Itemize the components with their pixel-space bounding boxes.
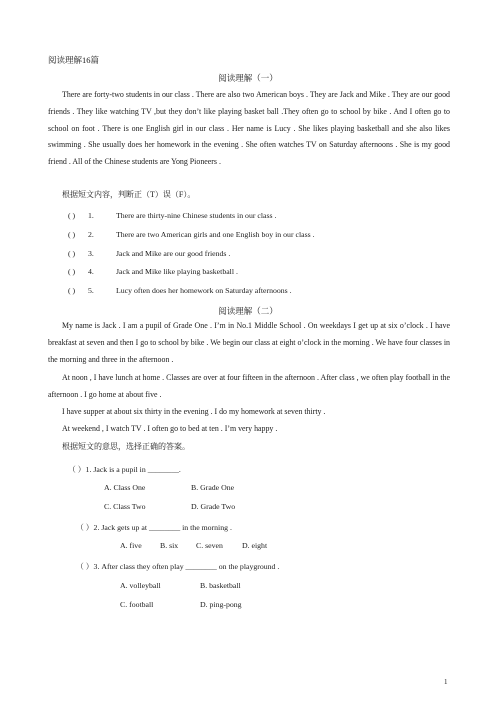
question-number: 3.	[88, 249, 94, 258]
section-1-passage: There are forty-two students in our class . There are also two American boys . They are Jack and Mike . They are our good friends . They like watching TV ,but they don’t like playing basket ball .They often go to school by bike . And I often go to school on foot . There is one English girl in our class . Her name is Lucy . She likes playing basketball and she also likes swimming . She usually does her homework in the evening . She often watches TV on Saturday afternoons . She is my good friend . All of the Chinese students are Yong Pioneers .	[48, 90, 450, 167]
question-number: 2.	[88, 230, 94, 239]
answer-blank: ( )	[68, 249, 76, 258]
tf-question-4	[68, 267, 238, 276]
answer-blank: ( )	[68, 286, 76, 295]
option-d: D. ping-pong	[200, 600, 242, 609]
question-text: Lucy often does her homework on Saturday afternoons .	[116, 286, 292, 295]
option-a: A. volleyball	[120, 581, 161, 590]
tf-question-2	[68, 230, 315, 239]
answer-blank: ( )	[68, 230, 76, 239]
option-c: C. football	[120, 600, 154, 609]
option-d: D. Grade Two	[191, 502, 236, 511]
question-text: Jack and Mike are our good friends .	[116, 249, 231, 258]
option-a: A. Class One	[104, 483, 146, 492]
tf-question-3	[68, 249, 230, 258]
question-number: 1.	[88, 211, 94, 220]
option-d: D. eight	[242, 541, 268, 550]
section-2-paragraph-4: At weekend , I watch TV . I often go to bed at ten . I’m very happy .	[62, 424, 278, 433]
section-2-paragraph-3: I have supper at about six thirty in the evening . I do my homework at seven thirty .	[62, 407, 326, 416]
option-b: B. Grade One	[191, 483, 235, 492]
section-2-instruction: 根据短文的意思，选择正确的答案。	[62, 442, 190, 451]
question-number: 4.	[88, 267, 94, 276]
tf-question-1	[68, 211, 276, 220]
mc-question-3: （ ）3. After class they often play ________ on the playground .	[76, 562, 280, 571]
question-text: Jack and Mike like playing basketball .	[116, 267, 238, 276]
option-a: A. five	[120, 541, 142, 550]
section-1-title: 阅读理解（一）	[218, 73, 278, 83]
mc-question-1: （ ）1. Jack is a pupil in ________.	[68, 465, 181, 474]
section-2-title: 阅读理解（二）	[218, 306, 278, 316]
section-2-paragraph-2: At noon , I have lunch at home . Classes are over at four fifteen in the afternoon . After class , we often play football in the afternoon . I go home at about five .	[48, 373, 450, 399]
section-1-instruction: 根据短文内容，判断正（T）误（F）。	[62, 190, 196, 199]
option-b: B. basketball	[200, 581, 241, 590]
answer-blank: ( )	[68, 267, 76, 276]
tf-question-5	[68, 286, 292, 295]
document-title: 阅读理解16篇	[48, 55, 100, 65]
question-text: There are thirty-nine Chinese students in our class .	[116, 211, 277, 220]
question-text: There are two American girls and one English boy in our class .	[116, 230, 315, 239]
option-c: C. seven	[196, 541, 223, 550]
question-number: 5.	[88, 286, 94, 295]
option-c: C. Class Two	[104, 502, 146, 511]
mc-question-2: （ ）2. Jack gets up at ________ in the morning .	[76, 523, 232, 532]
section-2-paragraph-1: My name is Jack . I am a pupil of Grade One . I’m in No.1 Middle School . On weekdays I get up at six o’clock . I have breakfast at seven and then I go to school by bike . We begin our class at eight o’clock in the morning . We have four classes in the morning and three in the afternoon .	[48, 321, 450, 364]
answer-blank: ( )	[68, 211, 76, 220]
option-b: B. six	[160, 541, 179, 550]
page-number: 1	[444, 678, 448, 686]
